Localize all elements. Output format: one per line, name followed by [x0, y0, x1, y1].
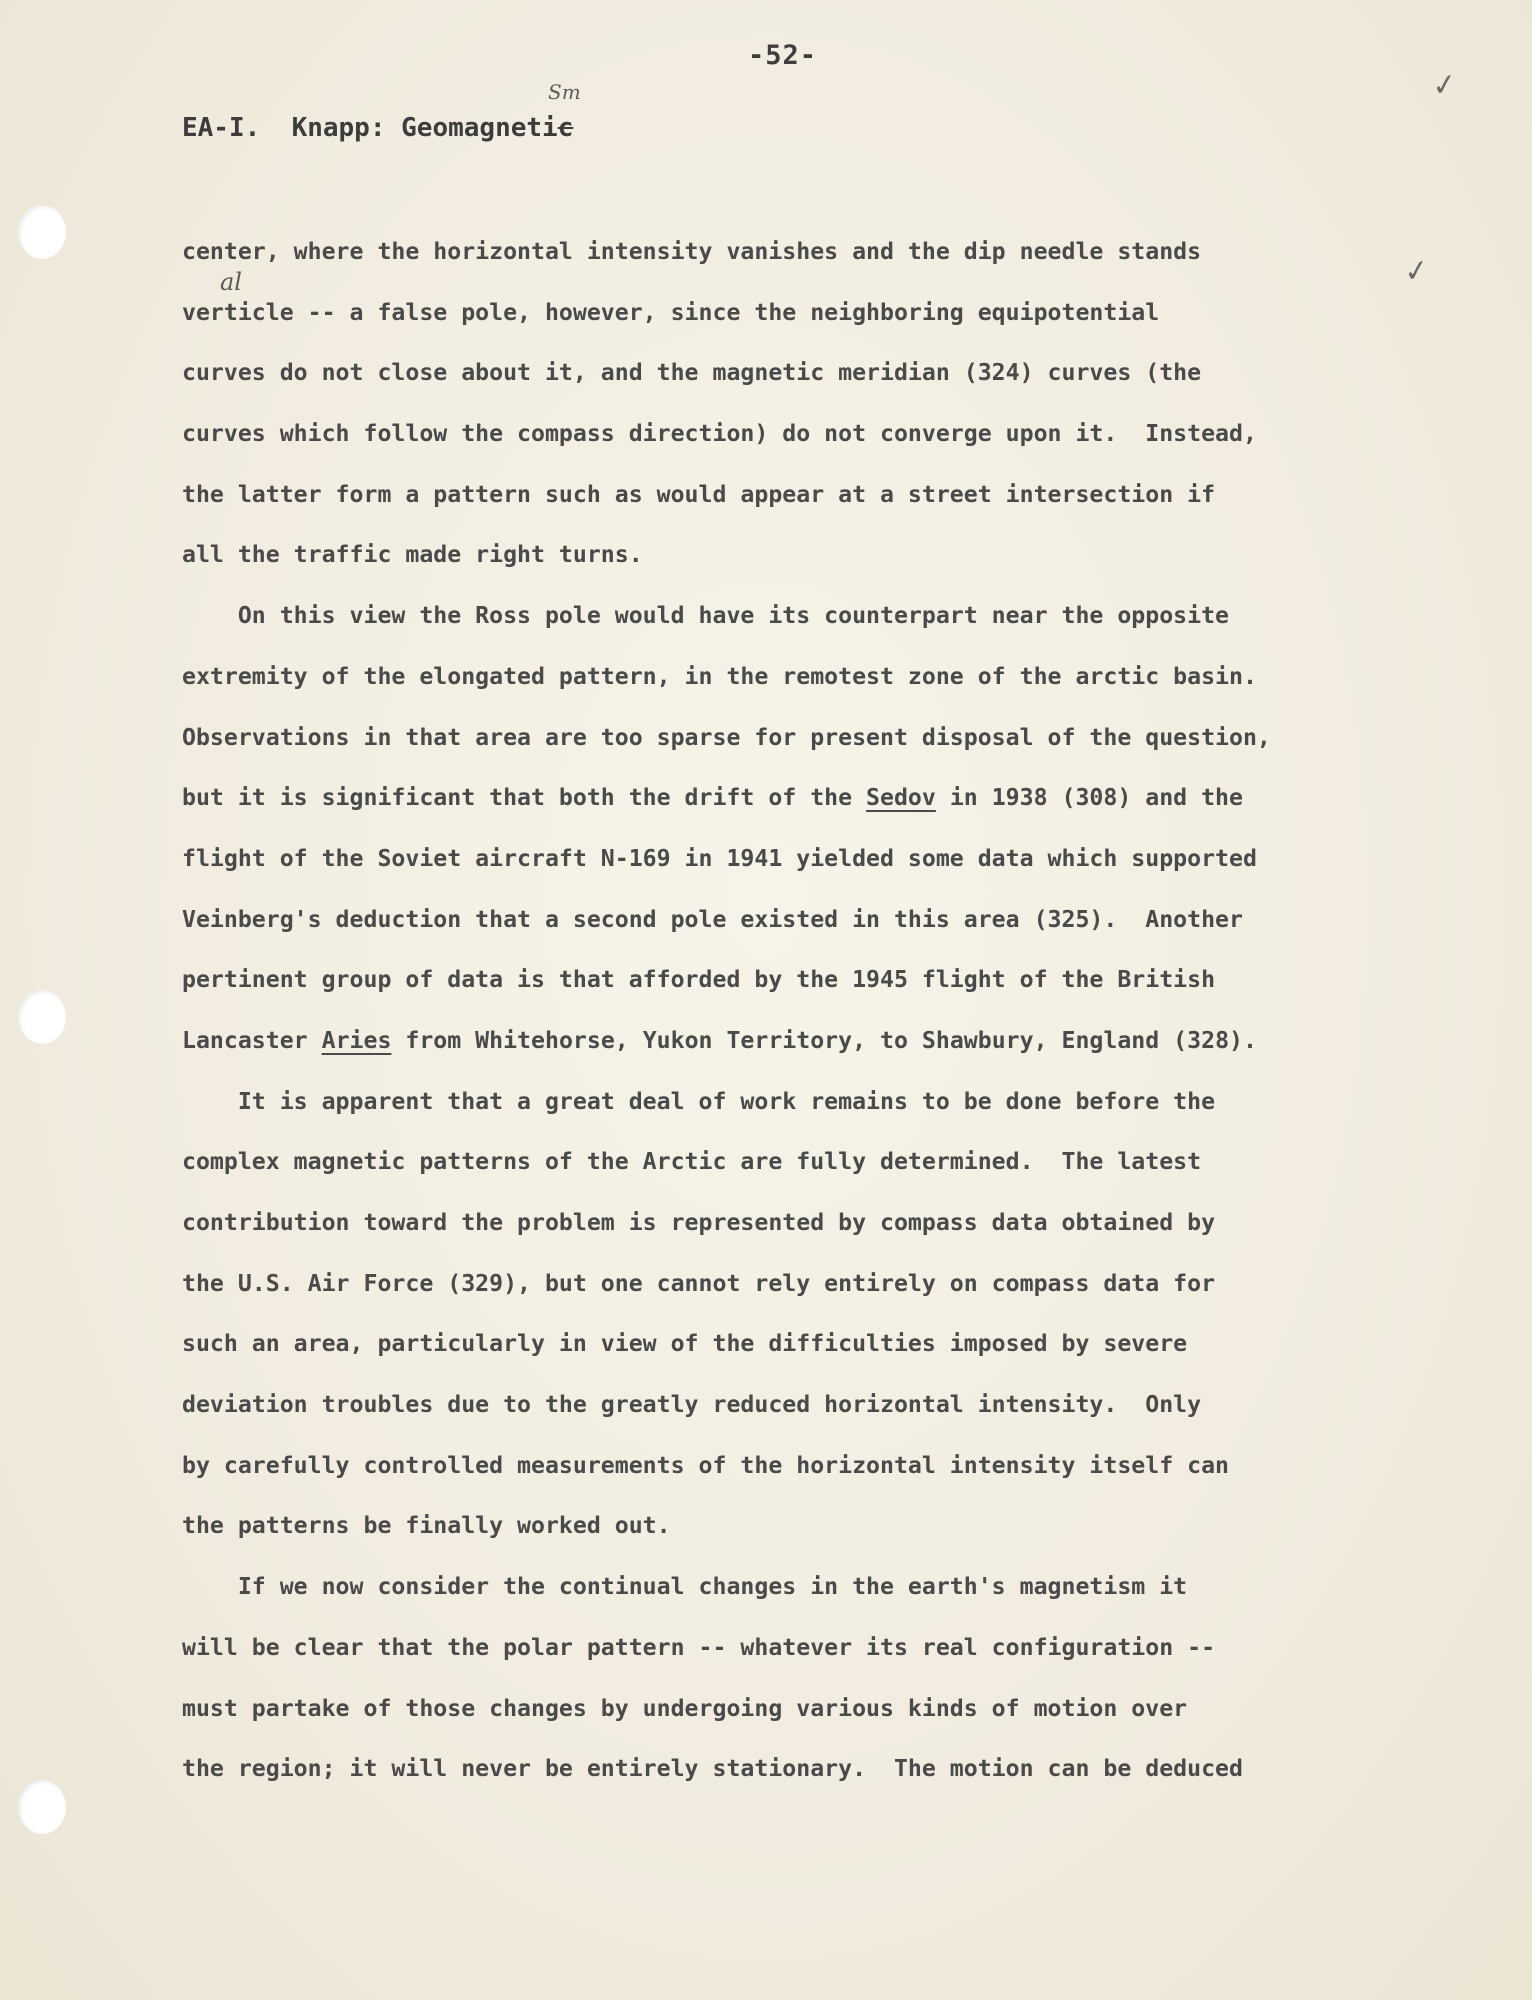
text-line [182, 1496, 1402, 1557]
text-segment: curves do not close about it, and the magnetic meridian (324) curves (the [182, 359, 1202, 387]
text-segment: but it is significant that both the drift of the [182, 784, 867, 812]
text-line [182, 829, 1402, 890]
punch-hole-bottom [18, 1780, 66, 1834]
text-segment: On this view the Ross pole would have its counterpart near the opposite [182, 602, 1230, 630]
text-segment: deviation troubles due to the greatly reduced horizontal intensity. Only [182, 1391, 1202, 1419]
text-line [182, 1193, 1402, 1254]
text-segment: the latter form a pattern such as would appear at a street intersection if [182, 480, 1216, 508]
text-line [182, 283, 1402, 344]
text-segment: Veinberg's deduction that a second pole existed in this area (325). Another [182, 905, 1243, 933]
text-segment: in 1938 (308) and the [935, 784, 1243, 812]
text-segment: the U.S. Air Force (329), but one cannot rely entirely on compass data for [182, 1269, 1216, 1297]
text-line [182, 708, 1402, 769]
text-line [182, 1254, 1402, 1315]
text-line [182, 1072, 1402, 1133]
text-line [182, 1314, 1402, 1375]
text-line [182, 1375, 1402, 1436]
text-segment: flight of the Soviet aircraft N-169 in 1941 yielded some data which supported [182, 844, 1257, 872]
text-segment: curves which follow the compass direction) do not converge upon it. Instead, [182, 420, 1257, 448]
body-text [182, 222, 1402, 1800]
text-line [182, 222, 1402, 283]
check-mark-icon: ✓ [1401, 252, 1432, 291]
text-segment: from Whitehorse, Yukon Territory, to Shawbury, England (328). [391, 1026, 1257, 1054]
text-segment: the region; it will never be entirely stationary. The motion can be deduced [182, 1755, 1243, 1783]
text-line [182, 1436, 1402, 1497]
text-segment: pertinent group of data is that afforded by the 1945 flight of the British [182, 966, 1216, 994]
text-segment: contribution toward the problem is represented by compass data obtained by [182, 1209, 1216, 1236]
text-segment: such an area, particularly in view of the difficulties imposed by severe [182, 1330, 1188, 1358]
text-line [182, 404, 1402, 465]
text-line [182, 586, 1402, 647]
text-segment: by carefully controlled measurements of the horizontal intensity itself can [182, 1451, 1230, 1479]
text-segment: Lancaster [182, 1026, 322, 1054]
text-segment: Observations in that area are too sparse for present disposal of the question, [182, 723, 1271, 751]
text-line [182, 1011, 1402, 1072]
text-segment: the patterns be finally worked out. [182, 1512, 671, 1540]
handwritten-correction-header: Sm [548, 80, 581, 104]
text-line [182, 647, 1402, 708]
text-line [182, 1557, 1402, 1618]
check-mark-icon: ✓ [1429, 66, 1460, 105]
text-segment: If we now consider the continual changes in the earth's magnetism it [182, 1573, 1188, 1601]
text-segment: will be clear that the polar pattern -- whatever its real configuration -- [182, 1633, 1216, 1661]
text-line [182, 890, 1402, 951]
text-line [182, 1618, 1402, 1679]
text-line [182, 465, 1402, 526]
text-segment: all the traffic made right turns. [182, 541, 643, 569]
header-text: EA-I. Knapp: Geomagneti [182, 113, 558, 143]
header-struck-char: c [557, 113, 574, 143]
text-segment: must partake of those changes by undergoing various kinds of motion over [182, 1694, 1188, 1722]
text-segment: center, where the horizontal intensity vanishes and the dip needle stands [182, 238, 1202, 265]
text-segment: verticle -- a false pole, however, since the neighboring equipotential [182, 298, 1160, 326]
text-line [182, 950, 1402, 1011]
text-line [182, 768, 1402, 829]
punch-hole-middle [18, 990, 66, 1044]
page-number: -52- [748, 40, 818, 71]
underlined-title: Aries [321, 1026, 392, 1054]
document-header [182, 113, 573, 143]
text-line [182, 1739, 1402, 1800]
text-segment: complex magnetic patterns of the Arctic are fully determined. The latest [182, 1148, 1202, 1176]
text-line [182, 525, 1402, 586]
text-segment: It is apparent that a great deal of work remains to be done before the [182, 1087, 1216, 1115]
text-segment: extremity of the elongated pattern, in the remotest zone of the arctic basin. [182, 662, 1257, 690]
handwritten-correction-verticle: al [220, 268, 242, 296]
text-line [182, 1679, 1402, 1740]
text-line [182, 1132, 1402, 1193]
punch-hole-top [18, 205, 66, 259]
underlined-title: Sedov [866, 784, 936, 812]
text-line [182, 343, 1402, 404]
